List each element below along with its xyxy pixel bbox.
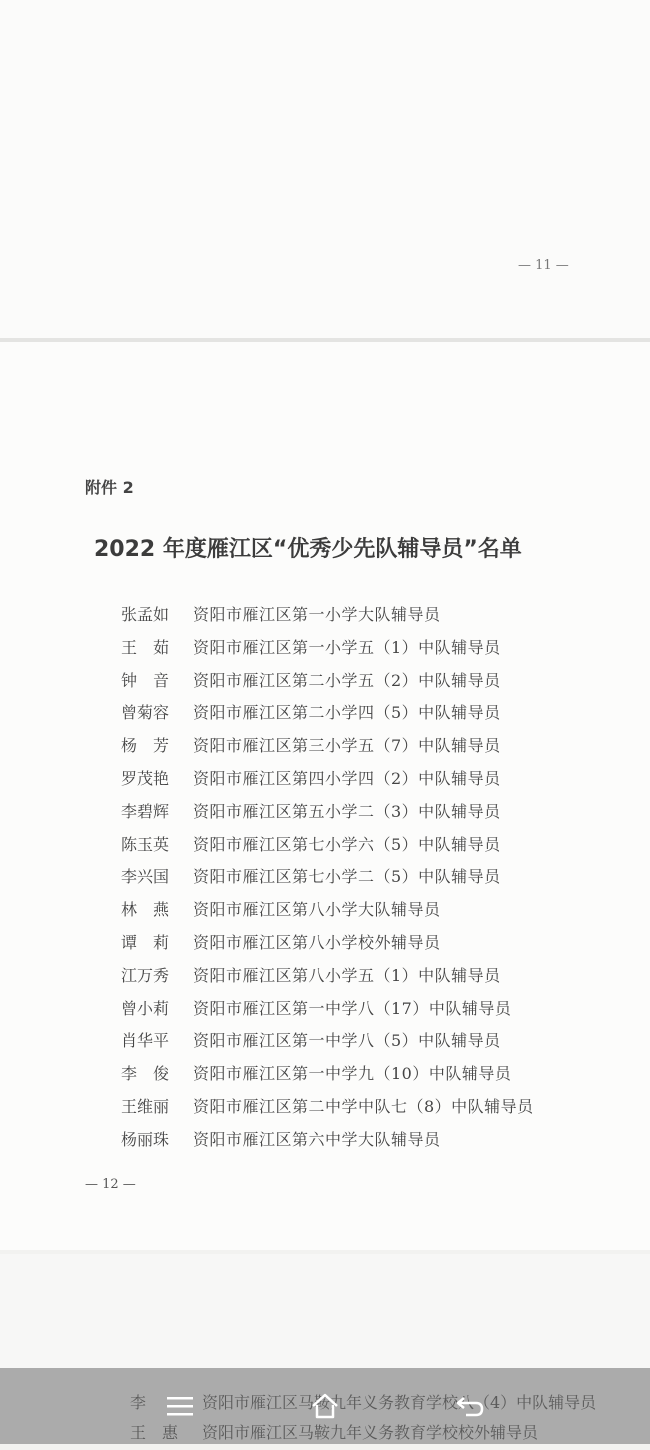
list-item [121, 1060, 534, 1093]
list-item [121, 1093, 534, 1126]
menu-icon [165, 1394, 195, 1418]
list-item [121, 929, 534, 962]
awardee-role: 资阳市雁江区第一小学五（1）中队辅导员 [193, 637, 501, 657]
previous-page [0, 0, 650, 338]
awardee-name: 江万秀 [121, 965, 170, 985]
list-item [121, 765, 534, 798]
awardee-role: 资阳市雁江区第一中学八（17）中队辅导员 [193, 998, 512, 1018]
awardee-role: 资阳市雁江区第二小学五（2）中队辅导员 [193, 670, 501, 690]
awardee-role: 资阳市雁江区第二中学中队七（8）中队辅导员 [193, 1096, 534, 1116]
awardee-role: 资阳市雁江区第八小学大队辅导员 [193, 900, 441, 920]
awardee-name: 肖华平 [121, 1031, 170, 1051]
awardee-name: 陈玉英 [121, 834, 170, 854]
list-item [121, 962, 534, 995]
awardee-name: 张孟如 [121, 605, 170, 624]
awardee-name: 罗茂艳 [121, 768, 170, 788]
awardee-role: 资阳市雁江区第七小学六（5）中队辅导员 [193, 834, 501, 854]
awardee-name: 曾菊容 [121, 703, 170, 723]
back-button[interactable] [450, 1388, 490, 1424]
navigation-bar [0, 1368, 650, 1444]
list-item [121, 667, 534, 700]
awardee-role: 资阳市雁江区第四小学四（2）中队辅导员 [193, 768, 501, 788]
awardee-role: 资阳市雁江区第一中学九（10）中队辅导员 [193, 1064, 512, 1084]
awardee-name: 杨丽珠 [121, 1129, 170, 1149]
awardee-role: 资阳市雁江区第一小学大队辅导员 [193, 605, 441, 624]
list-item [121, 634, 534, 667]
page-number: — 12 — [85, 1177, 136, 1192]
awardee-list [121, 601, 534, 1159]
awardee-name: 杨 芳 [121, 736, 170, 756]
awardee-role: 资阳市雁江区第一中学八（5）中队辅导员 [193, 1031, 501, 1051]
document-title: 2022 年度雁江区“优秀少先队辅导员”名单 [94, 537, 522, 562]
awardee-name: 王 茹 [121, 637, 170, 657]
list-item [121, 601, 534, 634]
awardee-name: 李 俊 [121, 1064, 170, 1084]
list-item [121, 863, 534, 896]
list-item [121, 1027, 534, 1060]
list-item [121, 732, 534, 765]
awardee-role: 资阳市雁江区第八小学校外辅导员 [193, 932, 441, 952]
awardee-role: 资阳市雁江区第三小学五（7）中队辅导员 [193, 736, 501, 756]
awardee-name: 钟 音 [121, 670, 170, 690]
awardee-name: 林 燕 [121, 900, 170, 920]
list-item [121, 1126, 534, 1159]
previous-page-number: — 11 — [518, 258, 569, 273]
list-item [121, 896, 534, 929]
home-icon [309, 1391, 341, 1421]
menu-button[interactable] [160, 1388, 200, 1424]
list-item [121, 798, 534, 831]
list-item [121, 831, 534, 864]
awardee-role: 资阳市雁江区第八小学五（1）中队辅导员 [193, 965, 501, 985]
awardee-name: 谭 莉 [121, 932, 170, 952]
list-item [121, 995, 534, 1028]
awardee-name: 曾小莉 [121, 998, 170, 1018]
attachment-label: 附件 2 [85, 478, 134, 497]
awardee-role: 资阳市雁江区第二小学四（5）中队辅导员 [193, 703, 501, 723]
awardee-role: 资阳市雁江区第五小学二（3）中队辅导员 [193, 801, 501, 821]
awardee-role: 资阳市雁江区第六中学大队辅导员 [193, 1129, 441, 1149]
awardee-name: 李兴国 [121, 867, 170, 887]
awardee-name: 李碧辉 [121, 801, 170, 821]
home-button[interactable] [305, 1388, 345, 1424]
awardee-role: 资阳市雁江区第七小学二（5）中队辅导员 [193, 867, 501, 887]
awardee-name: 王维丽 [121, 1096, 170, 1116]
list-item [121, 699, 534, 732]
back-icon [454, 1392, 486, 1420]
